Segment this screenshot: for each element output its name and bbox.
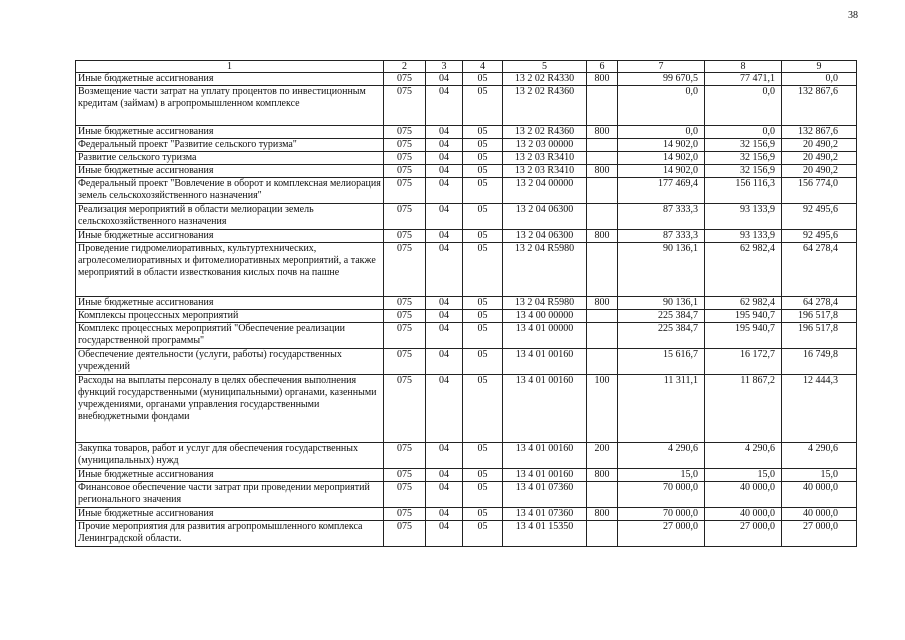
cell-target-article: 13 2 03 R3410 [503,152,587,165]
cell-amount-year1: 87 333,3 [618,230,705,243]
cell-expense-type: 800 [587,165,618,178]
cell-subsection: 05 [463,204,503,230]
table-row [76,243,857,297]
cell-amount-year1: 4 290,6 [618,443,705,469]
cell-expense-type: 200 [587,443,618,469]
cell-expense-type [587,243,618,297]
table-row [76,165,857,178]
table-row [76,297,857,310]
cell-amount-year2: 15,0 [705,469,782,482]
cell-expense-type [587,139,618,152]
row-name: Обеспечение деятельности (услуги, работы) государственных учреждений [76,349,384,375]
table-row [76,375,857,443]
cell-amount-year3: 92 495,6 [782,204,857,230]
cell-amount-year2: 32 156,9 [705,165,782,178]
row-name: Федеральный проект "Вовлечение в оборот и комплексная мелиорация земель сельскохозяйственного назначения" [76,178,384,204]
row-name: Иные бюджетные ассигнования [76,165,384,178]
header-cell: 3 [426,61,463,73]
cell-ministry: 075 [384,204,426,230]
cell-amount-year3: 0,0 [782,73,857,86]
cell-section: 04 [426,323,463,349]
row-name: Прочие мероприятия для развития агропромышленного комплекса Ленинградской области. [76,521,384,547]
cell-section: 04 [426,310,463,323]
cell-amount-year1: 14 902,0 [618,152,705,165]
cell-subsection: 05 [463,310,503,323]
cell-subsection: 05 [463,165,503,178]
cell-amount-year2: 0,0 [705,86,782,126]
cell-expense-type [587,178,618,204]
cell-amount-year3: 12 444,3 [782,375,857,443]
cell-expense-type [587,323,618,349]
cell-expense-type: 800 [587,508,618,521]
row-name: Иные бюджетные ассигнования [76,230,384,243]
cell-target-article: 13 4 01 15350 [503,521,587,547]
cell-amount-year1: 0,0 [618,126,705,139]
cell-expense-type [587,152,618,165]
cell-amount-year1: 14 902,0 [618,165,705,178]
header-cell: 4 [463,61,503,73]
cell-amount-year1: 27 000,0 [618,521,705,547]
cell-target-article: 13 4 01 00160 [503,443,587,469]
row-name: Иные бюджетные ассигнования [76,126,384,139]
cell-amount-year3: 40 000,0 [782,482,857,508]
table-row [76,508,857,521]
cell-target-article: 13 4 01 00160 [503,375,587,443]
cell-amount-year1: 14 902,0 [618,139,705,152]
row-name: Иные бюджетные ассигнования [76,469,384,482]
budget-table-container [75,60,856,547]
cell-ministry: 075 [384,126,426,139]
cell-amount-year2: 93 133,9 [705,204,782,230]
table-row [76,204,857,230]
row-name: Проведение гидромелиоративных, культуртехнических, агролесомелиоративных и фитомелиоративных мероприятий, а также мероприятий в области известкования кислых почв на пашне [76,243,384,297]
cell-section: 04 [426,521,463,547]
cell-target-article: 13 2 02 R4360 [503,126,587,139]
cell-section: 04 [426,204,463,230]
cell-section: 04 [426,86,463,126]
cell-amount-year1: 99 670,5 [618,73,705,86]
cell-amount-year1: 87 333,3 [618,204,705,230]
cell-subsection: 05 [463,323,503,349]
cell-ministry: 075 [384,178,426,204]
table-row [76,323,857,349]
row-name: Иные бюджетные ассигнования [76,73,384,86]
row-name: Возмещение части затрат на уплату процентов по инвестиционным кредитам (займам) в агропромышленном комплексе [76,86,384,126]
cell-subsection: 05 [463,482,503,508]
cell-subsection: 05 [463,443,503,469]
cell-section: 04 [426,349,463,375]
cell-amount-year2: 40 000,0 [705,482,782,508]
row-name: Расходы на выплаты персоналу в целях обеспечения выполнения функций государственными (муниципальными) органами, казенными учреждениями, органами управления государственными внебюджетными фондами [76,375,384,443]
cell-amount-year2: 62 982,4 [705,297,782,310]
cell-amount-year1: 15 616,7 [618,349,705,375]
cell-expense-type: 800 [587,73,618,86]
cell-target-article: 13 2 04 R5980 [503,243,587,297]
cell-amount-year2: 4 290,6 [705,443,782,469]
cell-amount-year3: 20 490,2 [782,165,857,178]
table-row [76,310,857,323]
cell-ministry: 075 [384,508,426,521]
cell-amount-year3: 64 278,4 [782,243,857,297]
cell-section: 04 [426,73,463,86]
cell-amount-year1: 225 384,7 [618,323,705,349]
row-name: Развитие сельского туризма [76,152,384,165]
cell-expense-type [587,521,618,547]
cell-amount-year3: 20 490,2 [782,152,857,165]
cell-subsection: 05 [463,349,503,375]
cell-amount-year2: 77 471,1 [705,73,782,86]
table-row [76,126,857,139]
cell-section: 04 [426,375,463,443]
cell-amount-year1: 177 469,4 [618,178,705,204]
table-row [76,349,857,375]
cell-expense-type: 800 [587,297,618,310]
cell-amount-year3: 92 495,6 [782,230,857,243]
header-row [76,61,857,73]
cell-section: 04 [426,243,463,297]
cell-amount-year2: 32 156,9 [705,152,782,165]
cell-ministry: 075 [384,469,426,482]
cell-section: 04 [426,139,463,152]
cell-subsection: 05 [463,508,503,521]
cell-ministry: 075 [384,323,426,349]
cell-amount-year3: 4 290,6 [782,443,857,469]
cell-ministry: 075 [384,482,426,508]
cell-amount-year3: 196 517,8 [782,310,857,323]
cell-ministry: 075 [384,73,426,86]
cell-amount-year3: 27 000,0 [782,521,857,547]
header-cell: 8 [705,61,782,73]
row-name: Комплексы процессных мероприятий [76,310,384,323]
cell-amount-year3: 132 867,6 [782,126,857,139]
cell-ministry: 075 [384,521,426,547]
cell-ministry: 075 [384,139,426,152]
cell-section: 04 [426,508,463,521]
cell-subsection: 05 [463,152,503,165]
cell-subsection: 05 [463,230,503,243]
cell-ministry: 075 [384,230,426,243]
header-cell: 2 [384,61,426,73]
page-number: 38 [848,10,858,21]
cell-subsection: 05 [463,469,503,482]
cell-ministry: 075 [384,443,426,469]
table-row [76,139,857,152]
cell-section: 04 [426,126,463,139]
cell-target-article: 13 4 00 00000 [503,310,587,323]
cell-target-article: 13 4 01 00160 [503,349,587,375]
cell-amount-year1: 225 384,7 [618,310,705,323]
cell-ministry: 075 [384,152,426,165]
header-cell: 5 [503,61,587,73]
cell-ministry: 075 [384,375,426,443]
cell-amount-year2: 27 000,0 [705,521,782,547]
cell-subsection: 05 [463,73,503,86]
budget-table [75,60,857,547]
cell-ministry: 075 [384,86,426,126]
cell-ministry: 075 [384,310,426,323]
cell-amount-year2: 195 940,7 [705,323,782,349]
header-cell: 1 [76,61,384,73]
cell-expense-type [587,349,618,375]
cell-subsection: 05 [463,139,503,152]
table-row [76,469,857,482]
cell-subsection: 05 [463,178,503,204]
cell-expense-type [587,482,618,508]
cell-section: 04 [426,230,463,243]
table-row [76,443,857,469]
cell-amount-year1: 90 136,1 [618,297,705,310]
row-name: Реализация мероприятий в области мелиорации земель сельскохозяйственного назначения [76,204,384,230]
cell-amount-year3: 132 867,6 [782,86,857,126]
table-row [76,73,857,86]
header-cell: 9 [782,61,857,73]
cell-amount-year3: 156 774,0 [782,178,857,204]
table-row [76,86,857,126]
cell-ministry: 075 [384,165,426,178]
cell-section: 04 [426,482,463,508]
cell-expense-type: 800 [587,230,618,243]
cell-subsection: 05 [463,297,503,310]
cell-amount-year2: 0,0 [705,126,782,139]
table-row [76,152,857,165]
cell-target-article: 13 4 01 00000 [503,323,587,349]
cell-amount-year3: 40 000,0 [782,508,857,521]
cell-amount-year2: 11 867,2 [705,375,782,443]
row-name: Комплекс процессных мероприятий "Обеспечение реализации государственной программы" [76,323,384,349]
cell-subsection: 05 [463,521,503,547]
row-name: Иные бюджетные ассигнования [76,297,384,310]
cell-target-article: 13 2 04 06300 [503,230,587,243]
cell-amount-year2: 156 116,3 [705,178,782,204]
cell-section: 04 [426,469,463,482]
cell-target-article: 13 4 01 07360 [503,508,587,521]
cell-section: 04 [426,297,463,310]
cell-amount-year2: 195 940,7 [705,310,782,323]
cell-target-article: 13 2 04 00000 [503,178,587,204]
header-cell: 7 [618,61,705,73]
cell-target-article: 13 2 03 R3410 [503,165,587,178]
cell-target-article: 13 2 04 R5980 [503,297,587,310]
cell-amount-year1: 11 311,1 [618,375,705,443]
cell-target-article: 13 2 04 06300 [503,204,587,230]
cell-expense-type [587,310,618,323]
cell-ministry: 075 [384,243,426,297]
row-name: Финансовое обеспечение части затрат при проведении мероприятий регионального значения [76,482,384,508]
cell-subsection: 05 [463,126,503,139]
row-name: Закупка товаров, работ и услуг для обеспечения государственных (муниципальных) нужд [76,443,384,469]
cell-target-article: 13 2 03 00000 [503,139,587,152]
cell-amount-year1: 15,0 [618,469,705,482]
cell-ministry: 075 [384,349,426,375]
cell-amount-year2: 16 172,7 [705,349,782,375]
cell-section: 04 [426,165,463,178]
cell-amount-year1: 70 000,0 [618,508,705,521]
cell-expense-type: 800 [587,126,618,139]
table-row [76,521,857,547]
cell-target-article: 13 4 01 00160 [503,469,587,482]
row-name: Федеральный проект "Развитие сельского туризма" [76,139,384,152]
cell-ministry: 075 [384,297,426,310]
cell-amount-year3: 16 749,8 [782,349,857,375]
cell-amount-year1: 90 136,1 [618,243,705,297]
cell-expense-type [587,86,618,126]
cell-section: 04 [426,152,463,165]
cell-section: 04 [426,443,463,469]
cell-amount-year3: 15,0 [782,469,857,482]
table-body [76,73,857,547]
cell-amount-year3: 196 517,8 [782,323,857,349]
header-cell: 6 [587,61,618,73]
cell-amount-year2: 32 156,9 [705,139,782,152]
cell-amount-year2: 62 982,4 [705,243,782,297]
cell-subsection: 05 [463,86,503,126]
row-name: Иные бюджетные ассигнования [76,508,384,521]
cell-subsection: 05 [463,243,503,297]
cell-subsection: 05 [463,375,503,443]
cell-amount-year2: 40 000,0 [705,508,782,521]
cell-expense-type: 100 [587,375,618,443]
cell-target-article: 13 2 02 R4360 [503,86,587,126]
cell-target-article: 13 2 02 R4330 [503,73,587,86]
cell-amount-year1: 70 000,0 [618,482,705,508]
cell-section: 04 [426,178,463,204]
cell-amount-year3: 64 278,4 [782,297,857,310]
table-row [76,178,857,204]
cell-amount-year3: 20 490,2 [782,139,857,152]
cell-target-article: 13 4 01 07360 [503,482,587,508]
table-row [76,482,857,508]
cell-expense-type: 800 [587,469,618,482]
cell-amount-year2: 93 133,9 [705,230,782,243]
cell-expense-type [587,204,618,230]
table-row [76,230,857,243]
cell-amount-year1: 0,0 [618,86,705,126]
